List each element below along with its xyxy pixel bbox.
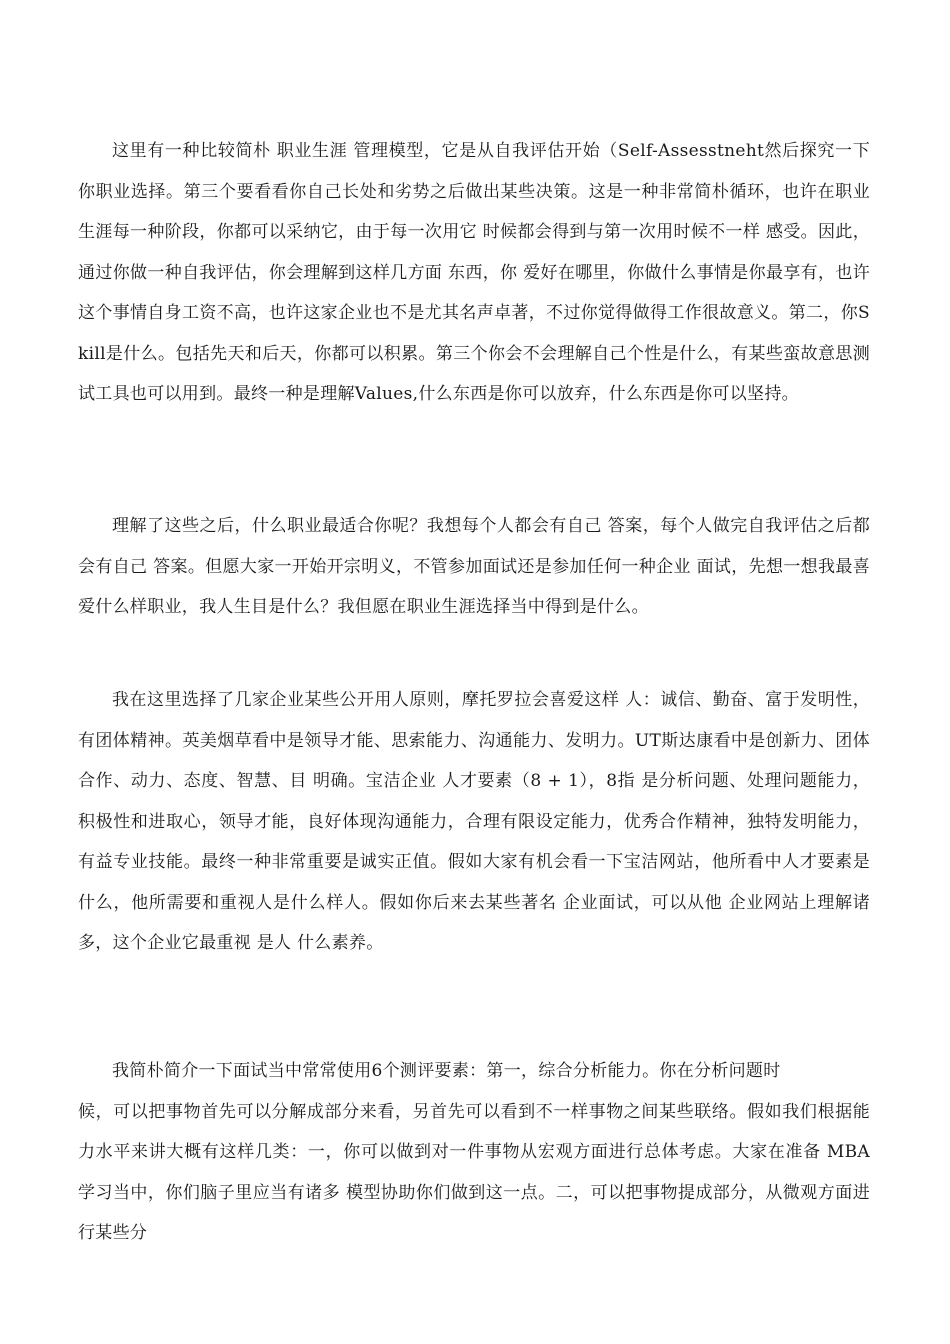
paragraph-self-assessment-answer: 理解了这些之后，什么职业最适合你呢？我想每个人都会有自己 答案，每个人做完自我评估之后都会有自己 答案。但愿大家一开始开宗明义，不管参加面试还是参加任何一种企业 面试，先想一想我最喜爱什么样职业，我人生目是什么？我但愿在职业生涯选择当中得到是什么。 [78, 516, 870, 617]
paragraph-interview-factors-first-line: 我简朴简介一下面试当中常常使用6个测评要素：第一，综合分析能力。你在分析问题时 [112, 1061, 781, 1081]
paragraph-interview-factors [78, 1051, 870, 1254]
paragraph-company-hiring-principles: 我在这里选择了几家企业某些公开用人原则，摩托罗拉会喜爱这样 人：诚信、勤奋、富于发明性，有团体精神。英美烟草看中是领导才能、思索能力、沟通能力、发明力。UT斯达康看中是创新力、团体合作、动力、态度、智慧、目 明确。宝洁企业 人才要素（8 + 1），8指 是分析问题、处理问题能力，积极性和进取心，领导才能，良好体现沟通能力，合理有限设定能力，优秀合作精神，独特发明能力，有益专业技能。最终一种非常重要是诚实正值。假如大家有机会看一下宝洁网站，他所看中人才要素是什么，他所需要和重视人是什么样人。假如你后来去某些著名 企业面试，可以从他 企业网站上理解诸多，这个企业它最重视 是人 什么素养。 [78, 690, 870, 953]
paragraph-career-model: 这里有一种比较简朴 职业生涯 管理模型，它是从自我评估开始（Self-Assesstneht然后探究一下你职业选择。第三个要看看你自己长处和劣势之后做出某些决策。这是一种非常简朴循环，也许在职业生涯每一种阶段，你都可以采纳它，由于每一次用它 时候都会得到与第一次用时候不一样 感受。因此，通过你做一种自我评估，你会理解到这样几方面 东西，你 爱好在哪里，你做什么事情是你最享有，也许这个事情自身工资不高，也许这家企业也不是尤其名声卓著，不过你觉得做得工作很故意义。第二，你Skill是什么。包括先天和后天，你都可以积累。第三个你会不会理解自己个性是什么，有某些蛮故意思测试工具也可以用到。最终一种是理解Values,什么东西是你可以放弃，什么东西是你可以坚持。 [78, 141, 870, 404]
paragraph-interview-factors-continuation: 候，可以把事物首先可以分解成部分来看，另首先可以看到不一样事物之间某些联络。假如我们根据能力水平来讲大概有这样几类：一，你可以做到对一件事物从宏观方面进行总体考虑。大家在准备 MBA 学习当中，你们脑子里应当有诸多 模型协助你们做到这一点。二，可以把事物提成部分，从微观方面进行某些分 [78, 1101, 870, 1243]
